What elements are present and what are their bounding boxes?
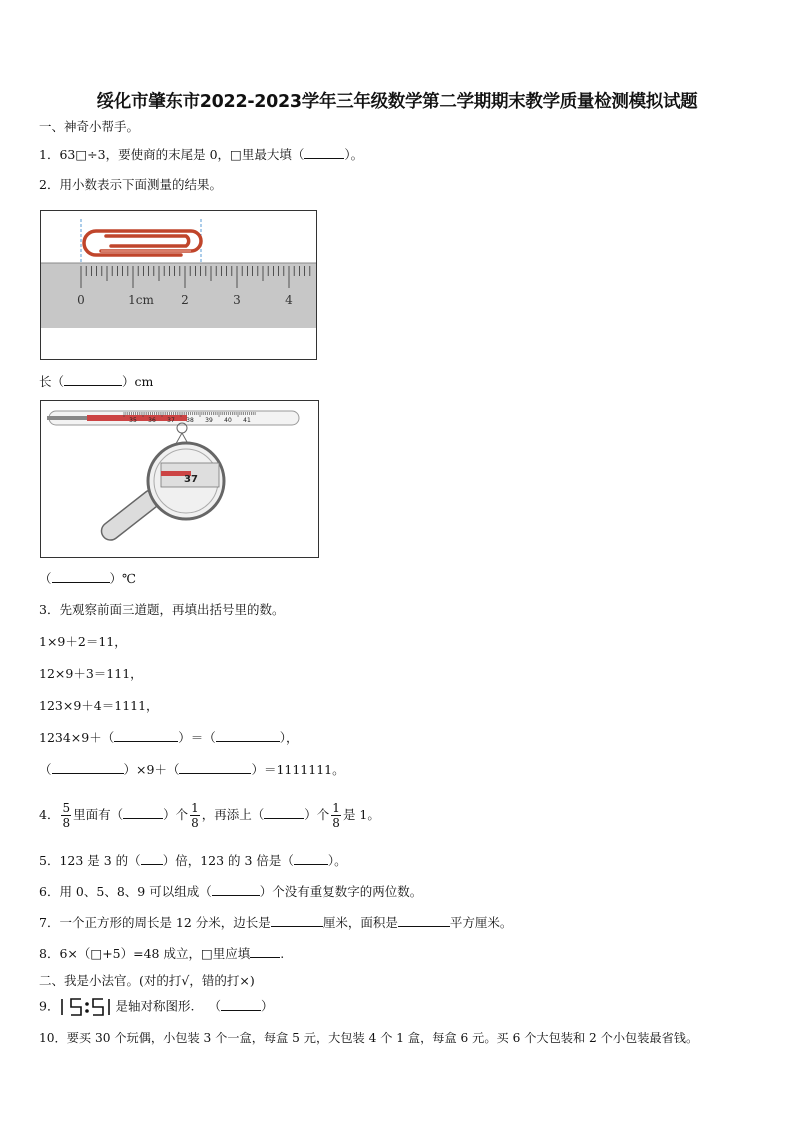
ruler-label-2: 2 [181, 293, 189, 307]
eq4-blank-1[interactable] [114, 729, 178, 742]
q9-blank[interactable] [221, 998, 261, 1011]
thermo-label-40: 40 [224, 417, 232, 424]
length-blank[interactable] [64, 373, 122, 386]
q5-text-a: 123 是 3 的（ [59, 853, 141, 868]
q2-answer-length [39, 373, 153, 391]
q4-number: 4． [39, 807, 60, 822]
equation-2: 12×9＋3＝111， [39, 666, 143, 681]
q4-text-1: 里面有（ [73, 807, 124, 822]
q5-text-c: ）。 [327, 853, 347, 868]
question-3 [39, 601, 284, 619]
q6-number: 6． [39, 884, 60, 899]
question-9 [39, 997, 273, 1017]
fraction-five-eighths: $\frac{5}{8}$ [62, 801, 71, 830]
question-4 [39, 798, 380, 832]
q9-bracket-close: ） [260, 998, 274, 1014]
q6-text-b: ）个没有重复数字的两位数。 [259, 884, 423, 899]
q6-blank[interactable] [212, 883, 260, 896]
eq4-blank-2[interactable] [216, 729, 280, 742]
q2b-pre: （ [39, 571, 52, 586]
q1-text-end: ）。 [344, 147, 364, 162]
fraction-one-eighth-a: $\frac{1}{8}$ [191, 801, 199, 830]
thermo-label-41: 41 [243, 417, 251, 424]
q5-text-b: ）倍，123 的 3 倍是（ [162, 853, 294, 868]
q7-text-c: 平方厘米。 [449, 915, 513, 930]
q8-text-a: 6×（□+5）=48 成立，□里应填 [59, 946, 251, 961]
q2-number: 2． [39, 177, 60, 192]
ruler-figure [40, 210, 317, 360]
ruler-label-3: 3 [233, 293, 241, 307]
eq5-blank-2[interactable] [179, 761, 251, 774]
digital-time-figure [59, 997, 115, 1017]
q2a-post: ）cm [122, 374, 154, 389]
ruler-label-1cm: 1cm [128, 293, 154, 307]
q2b-post: ）℃ [109, 571, 136, 586]
eq4-part-c: ）， [279, 730, 299, 745]
question-10 [39, 1029, 698, 1047]
magnified-label: 37 [184, 474, 198, 485]
q5-blank-2[interactable] [294, 852, 328, 865]
question-8 [39, 945, 284, 963]
q7-text-a: 一个正方形的周长是 12 分米，边长是 [59, 915, 271, 930]
q9-bracket-open: （ [208, 998, 221, 1014]
q2a-pre: 长（ [39, 374, 65, 389]
thermo-label-37: 37 [167, 417, 175, 424]
equation-4 [39, 729, 299, 747]
eq5-part-a: （ [39, 762, 52, 777]
q7-blank-area[interactable] [398, 914, 450, 927]
eq5-blank-1[interactable] [52, 761, 124, 774]
equation-3: 123×9＋4＝1111， [39, 698, 159, 713]
q1-number: 1． [39, 147, 60, 162]
thermo-label-38: 38 [186, 417, 194, 424]
q4-text-2: ）个 [163, 807, 189, 822]
q1-blank[interactable] [304, 146, 344, 159]
q6-text-a: 用 0、5、8、9 可以组成（ [59, 884, 212, 899]
eq4-part-b: ）＝（ [178, 730, 216, 745]
ruler-label-0: 0 [77, 293, 85, 307]
q10-number: 10． [39, 1031, 67, 1045]
q8-number: 8． [39, 946, 60, 961]
question-2 [39, 176, 222, 194]
equation-1: 1×9＋2＝11， [39, 634, 127, 649]
eq5-part-c: ）＝1111111。 [251, 762, 345, 777]
q4-text-5: 是 1。 [342, 807, 380, 822]
fraction-one-eighth-b: $\frac{1}{8}$ [332, 801, 340, 830]
q4-text-4: ）个 [304, 807, 330, 822]
temperature-blank[interactable] [52, 570, 110, 583]
question-7 [39, 914, 512, 932]
q4-blank-1[interactable] [123, 806, 163, 819]
q1-text: 63□÷3，要使商的末尾是 0，□里最大填（ [59, 147, 305, 162]
q3-number: 3． [39, 602, 60, 617]
q8-blank[interactable] [250, 945, 280, 958]
thermo-label-39: 39 [205, 417, 213, 424]
equation-5 [39, 761, 345, 779]
q4-text-3: ，再添上（ [201, 807, 265, 822]
eq5-part-b: ）×9＋（ [123, 762, 180, 777]
thermometer-tip [47, 416, 87, 420]
eq4-part-a: 1234×9＋（ [39, 730, 115, 745]
q5-blank-1[interactable] [141, 852, 163, 865]
question-1 [39, 146, 363, 164]
magnifying-glass [98, 443, 224, 544]
q7-number: 7． [39, 915, 60, 930]
page-title: 绥化市肇东市2022-2023学年三年级数学第二学期期末教学质量检测模拟试题 [96, 92, 698, 112]
thermo-label-36: 36 [148, 417, 156, 424]
q9-number: 9． [39, 998, 60, 1014]
thermometer-figure [40, 400, 319, 558]
ruler-label-4: 4 [285, 293, 293, 307]
q10-text: 要买 30 个玩偶，小包装 3 个一盒，每盒 5 元，大包装 4 个 1 盒，每盒 6 元。买 6 个大包装和 2 个小包装最省钱。 [66, 1031, 699, 1045]
q2-text: 用小数表示下面测量的结果。 [59, 177, 222, 192]
q8-text-b: . [280, 946, 285, 961]
q3-text: 先观察前面三道题，再填出括号里的数。 [59, 602, 285, 617]
q7-text-b: 厘米，面积是 [322, 915, 398, 930]
question-5 [39, 852, 347, 870]
q5-number: 5． [39, 853, 60, 868]
thermometer-image [41, 401, 318, 557]
thermo-label-35: 35 [129, 417, 137, 424]
section-heading-2: 二、我是小法官。(对的打√，错的打×) [39, 973, 255, 988]
q9-text: 是轴对称图形. [115, 998, 195, 1014]
section-heading-1: 一、神奇小帮手。 [39, 119, 140, 134]
q7-blank-side[interactable] [271, 914, 323, 927]
q4-blank-2[interactable] [264, 806, 304, 819]
q2-answer-temperature [39, 570, 136, 588]
question-6 [39, 883, 422, 901]
ruler-image [41, 211, 316, 359]
